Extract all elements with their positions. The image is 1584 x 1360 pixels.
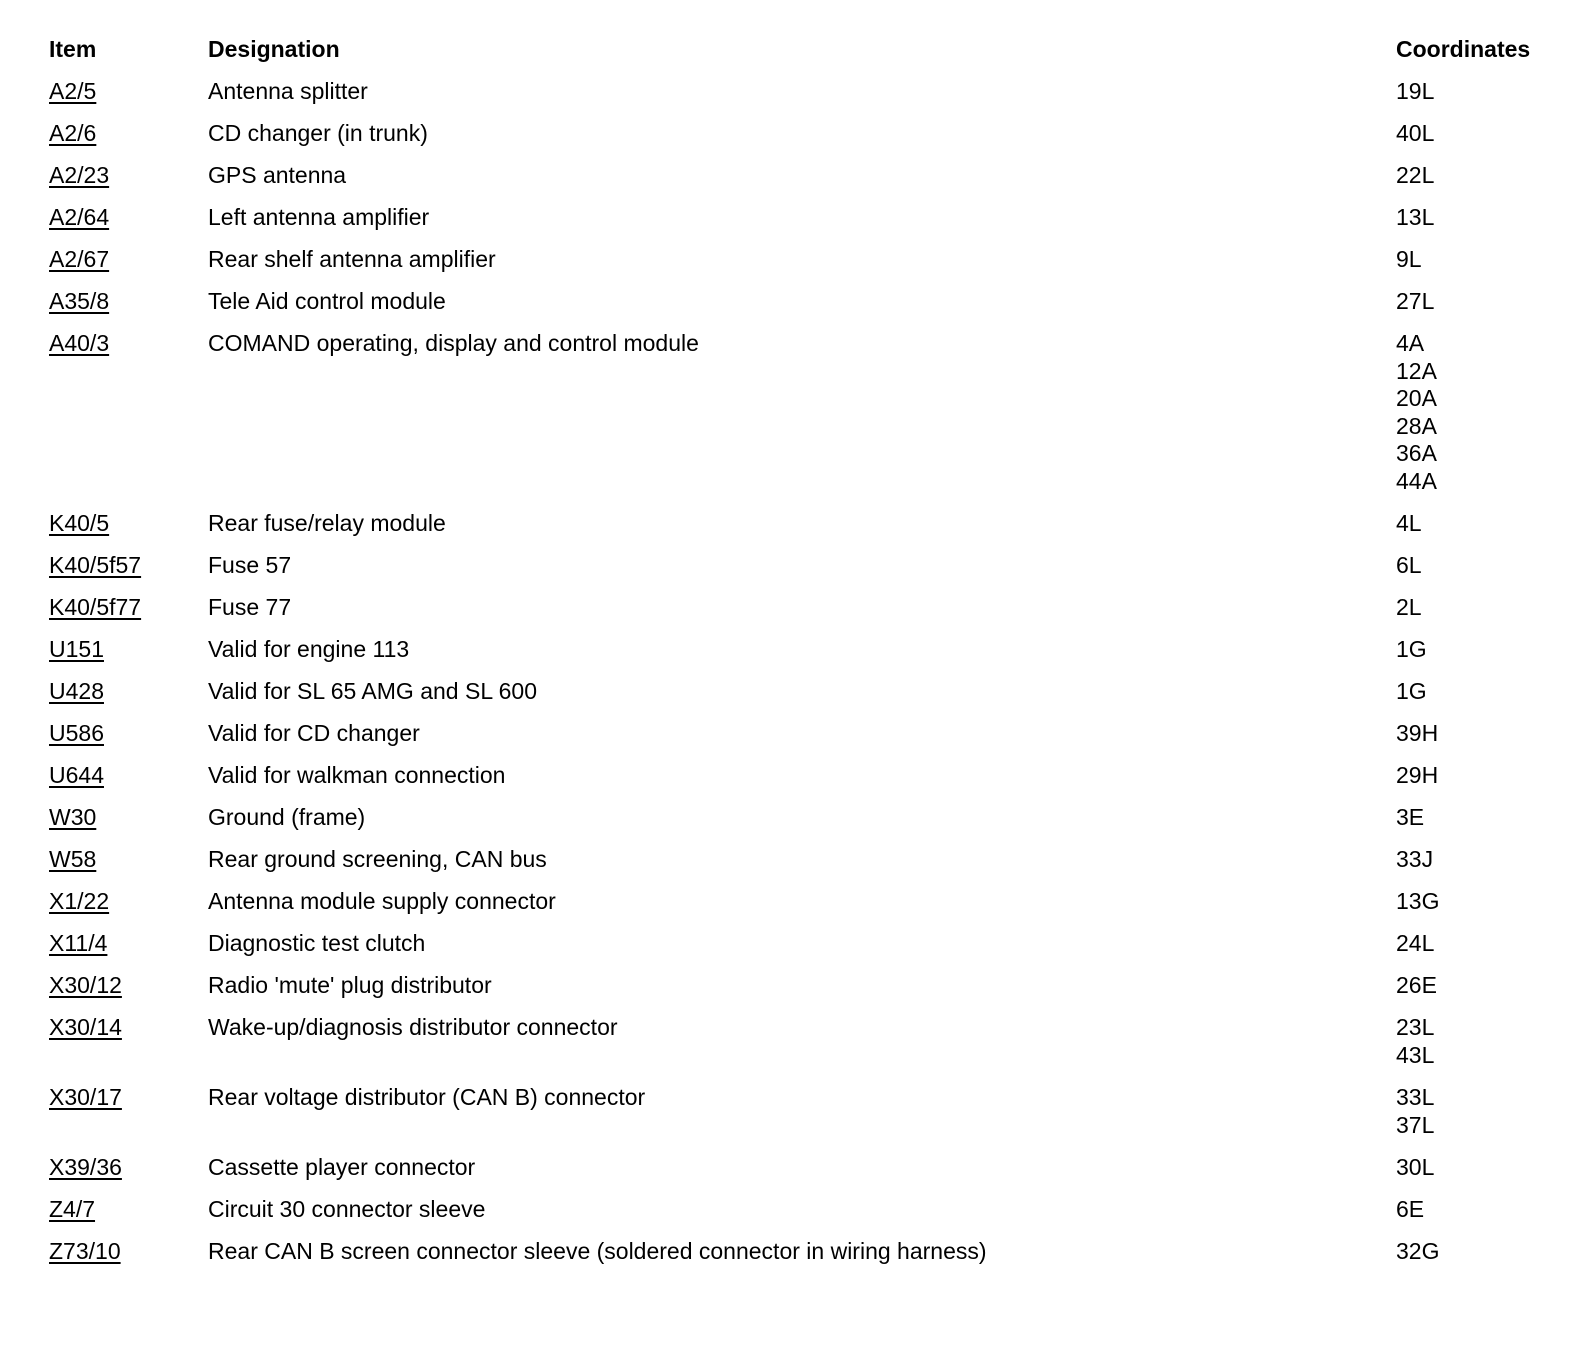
coordinates-cell	[1396, 720, 1584, 748]
item-link[interactable]: U151	[49, 636, 104, 662]
item-cell	[49, 972, 122, 1000]
coordinates-cell	[1396, 846, 1584, 874]
item-link[interactable]: X11/4	[49, 930, 108, 956]
item-link[interactable]: U644	[49, 762, 104, 788]
coordinate-value: 37L	[1396, 1111, 1435, 1138]
table-body	[0, 78, 1584, 1280]
table-row	[0, 1014, 1584, 1084]
coordinate-value: 27L	[1396, 288, 1435, 314]
designation-cell: Valid for walkman connection	[208, 762, 506, 788]
item-cell	[49, 1154, 122, 1182]
item-cell	[49, 288, 109, 316]
table-row	[0, 162, 1584, 204]
item-cell	[49, 762, 104, 790]
designation-cell: GPS antenna	[208, 162, 347, 188]
coordinates-cell	[1396, 162, 1584, 190]
item-link[interactable]: X39/36	[49, 1154, 122, 1180]
designation-cell: Rear shelf antenna amplifier	[208, 246, 496, 272]
designation-cell: Antenna splitter	[208, 78, 368, 104]
item-link[interactable]: K40/5f57	[49, 552, 142, 578]
item-link[interactable]: A35/8	[49, 288, 110, 314]
item-cell	[49, 1084, 122, 1112]
item-link[interactable]: U428	[49, 678, 104, 704]
item-link[interactable]: Z73/10	[49, 1238, 121, 1264]
table-row	[0, 930, 1584, 972]
coordinate-value: 12A	[1396, 357, 1437, 384]
table-row	[0, 1238, 1584, 1280]
table-header-row	[0, 36, 1584, 78]
item-link[interactable]: A2/67	[49, 246, 110, 272]
item-cell	[49, 330, 109, 358]
coordinates-cell	[1396, 1084, 1584, 1139]
coordinate-value: 20A	[1396, 385, 1437, 412]
table-row	[0, 246, 1584, 288]
designation-cell: Rear voltage distributor (CAN B) connector	[208, 1084, 646, 1110]
table-row	[0, 120, 1584, 162]
designation-cell: Fuse 57	[208, 552, 292, 578]
item-cell	[49, 804, 96, 832]
coordinates-cell	[1396, 246, 1584, 274]
designation-cell: Circuit 30 connector sleeve	[208, 1196, 486, 1222]
designation-cell: Left antenna amplifier	[208, 204, 430, 230]
table-row	[0, 594, 1584, 636]
item-cell	[49, 636, 104, 664]
coordinates-cell	[1396, 888, 1584, 916]
table-row	[0, 1084, 1584, 1154]
item-cell	[49, 510, 109, 538]
table-row	[0, 762, 1584, 804]
coordinates-cell	[1396, 78, 1584, 106]
item-cell	[49, 204, 109, 232]
designation-cell: Rear CAN B screen connector sleeve (soldered connector in wiring harness)	[208, 1238, 987, 1264]
designation-cell: Tele Aid control module	[208, 288, 446, 314]
table-row	[0, 204, 1584, 246]
table-row	[0, 804, 1584, 846]
item-link[interactable]: A40/3	[49, 330, 110, 356]
coordinate-value: 23L	[1396, 1014, 1435, 1040]
designation-cell: Rear fuse/relay module	[208, 510, 446, 536]
coordinate-value: 33L	[1396, 1084, 1435, 1110]
table-row	[0, 846, 1584, 888]
coordinate-value: 13L	[1396, 204, 1435, 230]
table-row	[0, 1154, 1584, 1196]
item-link[interactable]: U586	[49, 720, 104, 746]
coordinate-value: 30L	[1396, 1154, 1435, 1180]
item-cell	[49, 1196, 95, 1224]
coordinates-cell	[1396, 1238, 1584, 1266]
item-link[interactable]: A2/5	[49, 78, 97, 104]
coordinates-cell	[1396, 510, 1584, 538]
coordinates-cell	[1396, 204, 1584, 232]
item-link[interactable]: K40/5f77	[49, 594, 142, 620]
coordinates-cell	[1396, 552, 1584, 580]
coordinates-cell	[1396, 330, 1584, 496]
item-link[interactable]: W58	[49, 846, 97, 872]
coordinates-cell	[1396, 636, 1584, 664]
designation-cell: Valid for SL 65 AMG and SL 600	[208, 678, 538, 704]
item-cell	[49, 720, 104, 748]
coordinates-cell	[1396, 930, 1584, 958]
table-row	[0, 636, 1584, 678]
designation-cell: Wake-up/diagnosis distributor connector	[208, 1014, 618, 1040]
item-cell	[49, 162, 109, 190]
coordinates-cell	[1396, 1196, 1584, 1224]
designation-cell: Antenna module supply connector	[208, 888, 556, 914]
table-row	[0, 330, 1584, 510]
coordinate-value: 28A	[1396, 412, 1437, 439]
item-cell	[49, 888, 109, 916]
coordinates-cell	[1396, 972, 1584, 1000]
table-row	[0, 510, 1584, 552]
coordinates-cell	[1396, 1154, 1584, 1182]
coordinate-value: 3E	[1396, 804, 1425, 830]
item-link[interactable]: Z4/7	[49, 1196, 96, 1222]
designation-cell: Ground (frame)	[208, 804, 366, 830]
item-cell	[49, 120, 96, 148]
item-cell	[49, 846, 96, 874]
item-link[interactable]: X30/12	[49, 972, 122, 998]
header-designation: Designation	[208, 36, 340, 62]
coordinates-cell	[1396, 288, 1584, 316]
item-link[interactable]: X1/22	[49, 888, 110, 914]
item-link[interactable]: K40/5	[49, 510, 110, 536]
coordinate-value: 39H	[1396, 720, 1439, 746]
component-legend-table	[0, 36, 1584, 1280]
coordinate-value: 9L	[1396, 246, 1422, 272]
item-cell	[49, 930, 107, 958]
item-link[interactable]: A2/6	[49, 120, 97, 146]
item-cell	[49, 678, 104, 706]
table-row	[0, 972, 1584, 1014]
table-row	[0, 288, 1584, 330]
table-row	[0, 888, 1584, 930]
item-cell	[49, 594, 141, 622]
table-row	[0, 678, 1584, 720]
designation-cell: Radio 'mute' plug distributor	[208, 972, 492, 998]
header-coordinates: Coordinates	[1396, 36, 1531, 62]
coordinate-value: 6L	[1396, 552, 1422, 578]
table-row	[0, 720, 1584, 762]
coordinates-cell	[1396, 678, 1584, 706]
coordinate-value: 2L	[1396, 594, 1422, 620]
item-cell	[49, 78, 96, 106]
designation-cell: Cassette player connector	[208, 1154, 476, 1180]
coordinates-cell	[1396, 804, 1584, 832]
coordinate-value: 13G	[1396, 888, 1440, 914]
coordinates-cell	[1396, 120, 1584, 148]
item-cell	[49, 1238, 121, 1266]
coordinate-value: 32G	[1396, 1238, 1440, 1264]
coordinate-value: 6E	[1396, 1196, 1425, 1222]
table-row	[0, 78, 1584, 120]
coordinate-value: 19L	[1396, 78, 1435, 104]
coordinate-value: 29H	[1396, 762, 1439, 788]
table-row	[0, 552, 1584, 594]
designation-cell: Diagnostic test clutch	[208, 930, 426, 956]
item-cell	[49, 1014, 122, 1042]
coordinate-value: 26E	[1396, 972, 1437, 998]
designation-cell: Fuse 77	[208, 594, 292, 620]
coordinate-value: 36A	[1396, 440, 1437, 467]
coordinate-value: 1G	[1396, 678, 1427, 704]
table-row	[0, 1196, 1584, 1238]
coordinate-value: 1G	[1396, 636, 1427, 662]
designation-cell: Valid for engine 113	[208, 636, 410, 662]
coordinate-value: 40L	[1396, 120, 1435, 146]
item-link[interactable]: A2/64	[49, 204, 110, 230]
item-cell	[49, 552, 141, 580]
coordinates-cell	[1396, 594, 1584, 622]
designation-cell: COMAND operating, display and control module	[208, 330, 699, 356]
coordinate-value: 4A	[1396, 330, 1425, 356]
designation-cell: CD changer (in trunk)	[208, 120, 428, 146]
coordinates-cell	[1396, 1014, 1584, 1069]
designation-cell: Valid for CD changer	[208, 720, 420, 746]
designation-cell: Rear ground screening, CAN bus	[208, 846, 547, 872]
coordinate-value: 4L	[1396, 510, 1422, 536]
item-link[interactable]: X30/17	[49, 1084, 122, 1110]
item-link[interactable]: X30/14	[49, 1014, 122, 1040]
coordinate-value: 44A	[1396, 467, 1437, 494]
item-cell	[49, 246, 109, 274]
item-link[interactable]: A2/23	[49, 162, 110, 188]
item-link[interactable]: W30	[49, 804, 97, 830]
coordinate-value: 24L	[1396, 930, 1435, 956]
header-item: Item	[49, 36, 97, 62]
coordinates-cell	[1396, 762, 1584, 790]
coordinate-value: 22L	[1396, 162, 1435, 188]
coordinate-value: 33J	[1396, 846, 1434, 872]
coordinate-value: 43L	[1396, 1041, 1435, 1068]
